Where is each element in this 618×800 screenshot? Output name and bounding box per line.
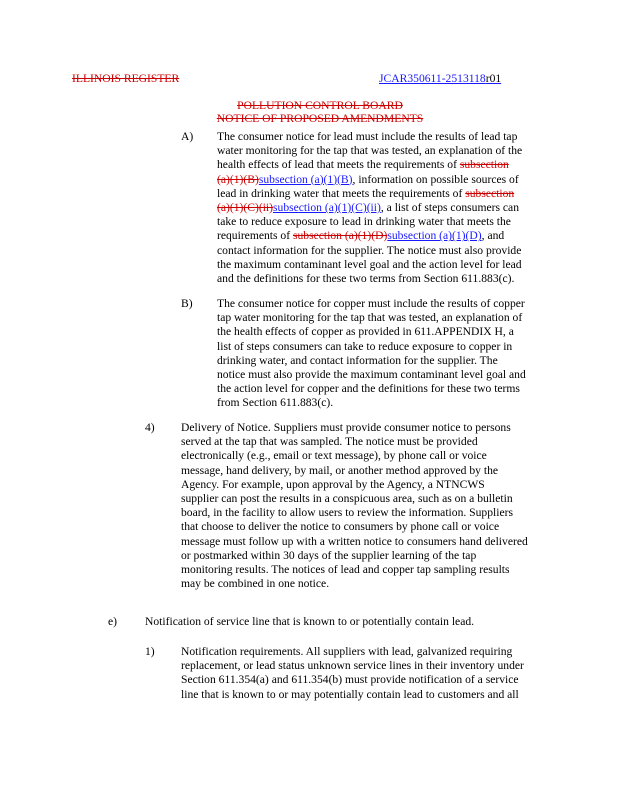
text-run: Section 611.354(a) and 611.354(b) must provide notification of a service [181, 673, 519, 687]
text-run: replacement, or lead status unknown service lines in their inventory under [181, 659, 524, 673]
text-line [181, 577, 528, 591]
text-line [181, 673, 524, 687]
text-run: , and [481, 229, 505, 243]
text-line [217, 158, 522, 172]
text-run: , a [502, 325, 514, 339]
text-line [217, 368, 526, 382]
paragraph-b-text [217, 297, 526, 411]
text-line [217, 201, 522, 215]
text-run: notice must also provide the maximum contaminant level goal and [217, 368, 526, 382]
text-run: Notification requirements. All suppliers with lead, galvanized requiring [181, 645, 513, 658]
text-line [217, 354, 526, 368]
deleted-text: (a)(1)(B) [217, 172, 259, 186]
text-run: served at the tap that was sampled. The notice must be provided [181, 435, 478, 449]
paragraph-4-text [181, 421, 528, 591]
text-run: health effects of lead that meets the requirements of [217, 158, 460, 172]
text-run: , a list of steps consumers can [380, 201, 520, 215]
text-line [217, 272, 522, 286]
deleted-text: subsection (a)(1)(D) [292, 229, 388, 243]
text-run: line that is known to or may potentially contain lead to customers and all [181, 687, 519, 701]
text-run: Notification of service line that is known to or potentially contain lead. [145, 615, 475, 628]
deleted-text: (a)(1)(C)(ii) [217, 201, 274, 215]
paragraph-b-label: B) [181, 297, 193, 310]
deleted-text: subsection [465, 186, 515, 200]
text-run: lead in drinking water that meets the requirements of [217, 186, 466, 200]
text-run: , information on possible sources of [352, 172, 519, 186]
text-run: the action level for copper and the definitions for these two terms [217, 382, 520, 396]
text-line [217, 130, 522, 144]
text-run: monitoring results. The notices of lead and copper tap sampling results [181, 563, 510, 577]
text-line [181, 478, 528, 492]
text-line [217, 173, 522, 187]
text-run: requirements of [217, 229, 293, 243]
text-line [181, 535, 528, 549]
text-line [217, 340, 526, 354]
text-line [181, 492, 528, 506]
title-notice: NOTICE OF PROPOSED AMENDMENTS [216, 112, 424, 125]
text-run: contact information for the supplier. The notice must also provide [217, 243, 522, 257]
text-line [145, 615, 474, 629]
text-line [181, 563, 528, 577]
text-line [181, 549, 528, 563]
text-line [217, 297, 526, 311]
text-line [217, 382, 526, 396]
text-run: and the definitions for these two terms from Section 611.883(c). [217, 272, 515, 286]
inserted-text: subsection (a)(1)(B) [258, 172, 353, 186]
text-line [217, 244, 522, 258]
text-line [181, 645, 524, 659]
text-line [181, 464, 528, 478]
text-run: message, hand delivery, by mail, or another method approved by the [181, 463, 499, 477]
text-run: drinking water, and contact information for the supplier. The [217, 353, 498, 367]
text-run: 611.APPENDIX H [414, 325, 503, 339]
inserted-text: subsection (a)(1)(D) [387, 229, 482, 243]
text-line [217, 229, 522, 243]
text-run: board, in the facility to allow users to review the information. Suppliers [181, 506, 513, 520]
text-run: electronically (e.g., email or text message), by phone call or voice [181, 449, 487, 463]
text-line [181, 659, 524, 673]
header-register-name: ILLINOIS REGISTER [72, 72, 180, 85]
subsection-e-heading [145, 615, 474, 629]
paragraph-a-text [217, 130, 522, 286]
text-line [217, 258, 522, 272]
text-line [217, 215, 522, 229]
text-run: may be combined in one notice. [181, 577, 330, 591]
text-line [181, 506, 528, 520]
text-line [181, 435, 528, 449]
title-board: POLLUTION CONTROL BOARD [237, 99, 403, 112]
header-id: JCAR350611-2513118 [379, 72, 486, 85]
text-run: the health effects of copper as provided in [217, 325, 415, 339]
text-run: that choose to deliver the notice to consumers by phone call or voice [181, 520, 500, 534]
text-line [217, 144, 522, 158]
text-run: supplier can post the results in a conspicuous area, such as on a bulletin [181, 492, 513, 506]
subsection-e-label: e) [108, 615, 118, 628]
text-run: the maximum contaminant level goal and the action level for lead [217, 257, 522, 271]
text-run: The consumer notice for lead must include the results of lead tap [217, 130, 518, 143]
text-run: tap water monitoring for the tap that was tested, an explanation of [217, 311, 523, 325]
subsection-e-1-text [181, 645, 524, 702]
text-line [181, 449, 528, 463]
text-line [181, 520, 528, 534]
text-run: message must follow up with a written notice to consumers hand delivered [181, 534, 528, 548]
text-run: Delivery of Notice. Suppliers must provide consumer notice to persons [181, 421, 511, 434]
text-line [181, 688, 524, 702]
text-line [217, 325, 526, 339]
paragraph-4-label: 4) [145, 421, 155, 434]
text-run: The consumer notice for copper must include the results of copper [217, 297, 525, 310]
text-line [217, 396, 526, 410]
text-run: from Section 611.883(c). [217, 396, 334, 410]
text-line [217, 187, 522, 201]
text-run: take to reduce exposure to lead in drinking water that meets the [217, 215, 511, 229]
text-line [217, 311, 526, 325]
text-run: list of steps consumers can take to reduce exposure to copper in [217, 339, 513, 353]
deleted-text: subsection [459, 158, 509, 172]
header-document-id [379, 72, 501, 86]
paragraph-a-label: A) [181, 130, 194, 143]
text-run: or postmarked within 30 days of the supplier learning of the tap [181, 548, 477, 562]
header-id-suffix: r01 [485, 72, 502, 85]
text-run: water monitoring for the tap that was tested, an explanation of the [217, 144, 523, 158]
subsection-e-1-label: 1) [145, 645, 155, 658]
text-run: Agency. For example, upon approval by the Agency, a NTNCWS [181, 477, 485, 491]
inserted-text: subsection (a)(1)(C)(ii) [273, 201, 381, 215]
text-line [181, 421, 528, 435]
